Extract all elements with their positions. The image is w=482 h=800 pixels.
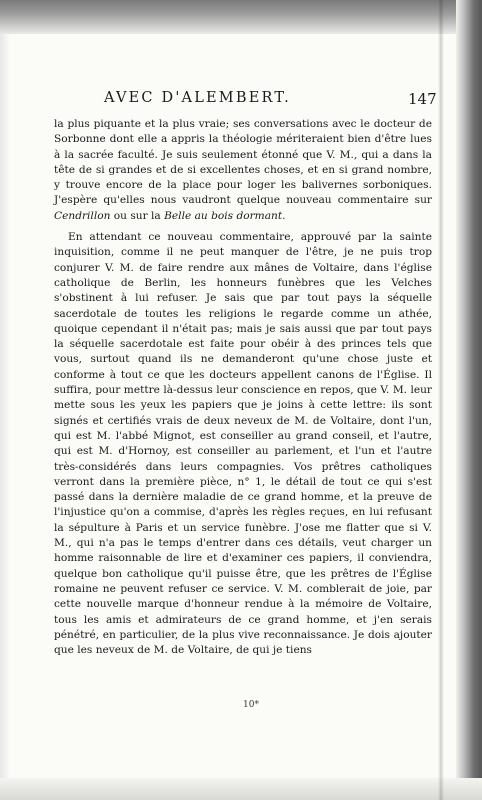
paragraph-2: En attendant ce nouveau commentaire, approuvé par la sainte inquisition, comme il ne peut manquer de l'être, je ne puis trop conjurer V. M. de faire rendre aux mânes de Voltaire, dans l'église catholique de Berlin, les honneurs funèbres que les Velches s'obstinent à lui refuser. Je sais que par tout pays la séquelle sacerdotale de toutes les religions le regarde comme un athée, quoique cependant il n'était pas; mais je sais aussi que par tout pays la séquelle sacerdotale est faite pour obéir à des princes tels que vous, surtout quand ils ne demanderont qu'une chose juste et conforme à tout ce que les docteurs appellent canons de l'Église. Il suffira, pour mettre là-dessus leur conscience en repos, que V. M. leur mette sous les yeux les papiers que je joins à cette lettre: ils sont signés et certifiés vrais de deux neveux de M. de Voltaire, dont l'un, qui est M. l'abbé Mignot, est conseiller au grand conseil, et l'autre, qui est M. d'Hornoy, est conseiller au parlement, et l'un et l'autre très-considérés dans leurs compagnies. Vos prêtres catholiques verront dans la première pièce, n° 1, le détail de tout ce qui s'est passé dans la dernière maladie de ce grand homme, et la preuve de l'injustice qu'on a commise, d'après les règles reçues, en lui refusant la sépulture à Paris et un service funèbre. J'ose me flatter que si V. M., qui n'a pas le temps d'entrer dans ces détails, veut charger un homme raisonnable de lire et d'examiner ces papiers, il conviendra, quelque bon catholique qu'il puisse être, que les prêtres de l'Église romaine ne peuvent refuser ce service. V. M. comblerait de joie, par cette nouvelle marque d'honneur rendue à la mémoire de Voltaire, tous les amis et admirateurs de ce grand homme, et j'en serais pénétré, en particulier, de la plus vive reconnaissance. Je dois ajouter que les neveux de M. de Voltaire, de qui je tiens (54, 231, 432, 657)
title-cendrillon: Cendrillon (54, 209, 111, 222)
bottom-scan-edge (0, 778, 482, 800)
signature-mark: 10* (243, 700, 259, 710)
left-shadow (0, 0, 10, 800)
paragraph-1 (54, 117, 432, 224)
paragraph-1-connector: ou sur la (110, 209, 165, 222)
page-fold-shadow (438, 0, 444, 800)
body-text (54, 117, 432, 664)
page-header (0, 90, 440, 114)
title-belle-au-bois-dormant: Belle au bois dormant (164, 209, 283, 222)
paragraph-1-text: la plus piquante et la plus vraie; ses conversations avec le docteur de Sorbonne dont elle a appris la théologie mériteraient bien d'être lues à la sacrée faculté. Je suis seulement étonné que V. M., qui a dans la tête de si grandes et de si excellentes choses, et en si grand nombre, y trouve encore de la place pour loger les balivernes sorboniques. J'espère qu'elles nous vaudront quelque nouveau commentaire sur (54, 118, 432, 207)
top-scan-edge (0, 0, 482, 34)
page-number: 147 (408, 90, 437, 108)
running-title: AVEC D'ALEMBERT. (104, 90, 291, 106)
paragraph-1-end: . (282, 209, 286, 222)
right-scan-edge (456, 0, 482, 800)
